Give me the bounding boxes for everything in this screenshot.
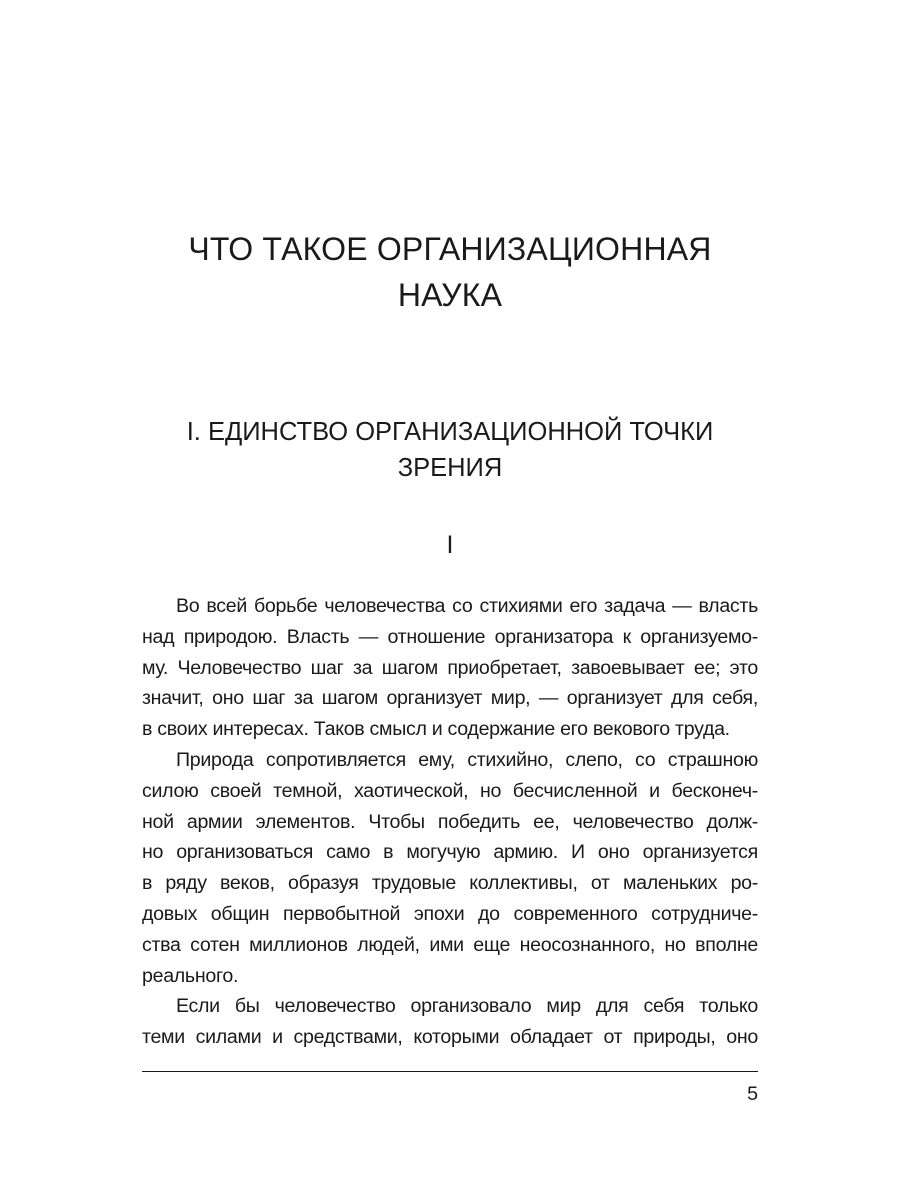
- body-line: Если бы человечество организовало мир для себя только: [176, 995, 758, 1018]
- body-line: в своих интересах. Таков смысл и содержание его векового труда.: [142, 718, 730, 741]
- section-title: [140, 414, 760, 486]
- body-line: значит, оно шаг за шагом организует мир, — организует для себя,: [142, 687, 758, 710]
- body-line: ства сотен миллионов людей, ими еще неосознанного, но вполне: [142, 933, 758, 956]
- body-line: Во всей борьбе человечества со стихиями его задача — власть: [176, 595, 758, 617]
- chapter-title-line-1: ЧТО ТАКОЕ ОРГАНИЗАЦИОННАЯ: [188, 231, 712, 267]
- page-number: 5: [747, 1083, 758, 1105]
- body-line: довых общин первобытной эпохи до современного сотрудниче-: [142, 902, 758, 925]
- subsection-number: I: [446, 531, 454, 559]
- body-line: теми силами и средствами, которыми обладает от природы, оно: [142, 1026, 758, 1049]
- body-text: [142, 591, 758, 1053]
- body-line: в ряду веков, образуя трудовые коллективы, от маленьких ро-: [142, 872, 758, 895]
- body-line: Природа сопротивляется ему, стихийно, слепо, со страшною: [176, 748, 758, 771]
- body-line: над природою. Власть — отношение организатора к организуемо-: [142, 625, 758, 648]
- chapter-title-line-2: НАУКА: [397, 277, 503, 313]
- body-line: но организоваться само в могучую армию. И оно организуется: [142, 841, 758, 864]
- body-line: ной армии элементов. Чтобы победить ее, человечество долж-: [142, 810, 758, 833]
- section-title-line-1: I. ЕДИНСТВО ОРГАНИЗАЦИОННОЙ ТОЧКИ: [186, 418, 714, 446]
- body-line: силою своей темной, хаотической, но бесчисленной и бесконеч-: [142, 779, 758, 802]
- chapter-title: [140, 226, 760, 318]
- section-title-line-2: ЗРЕНИЯ: [397, 454, 503, 482]
- body-line: реального.: [142, 964, 239, 987]
- footer-rule: [142, 1071, 758, 1072]
- body-line: му. Человечество шаг за шагом приобретает, завоевывает ее; это: [142, 656, 758, 679]
